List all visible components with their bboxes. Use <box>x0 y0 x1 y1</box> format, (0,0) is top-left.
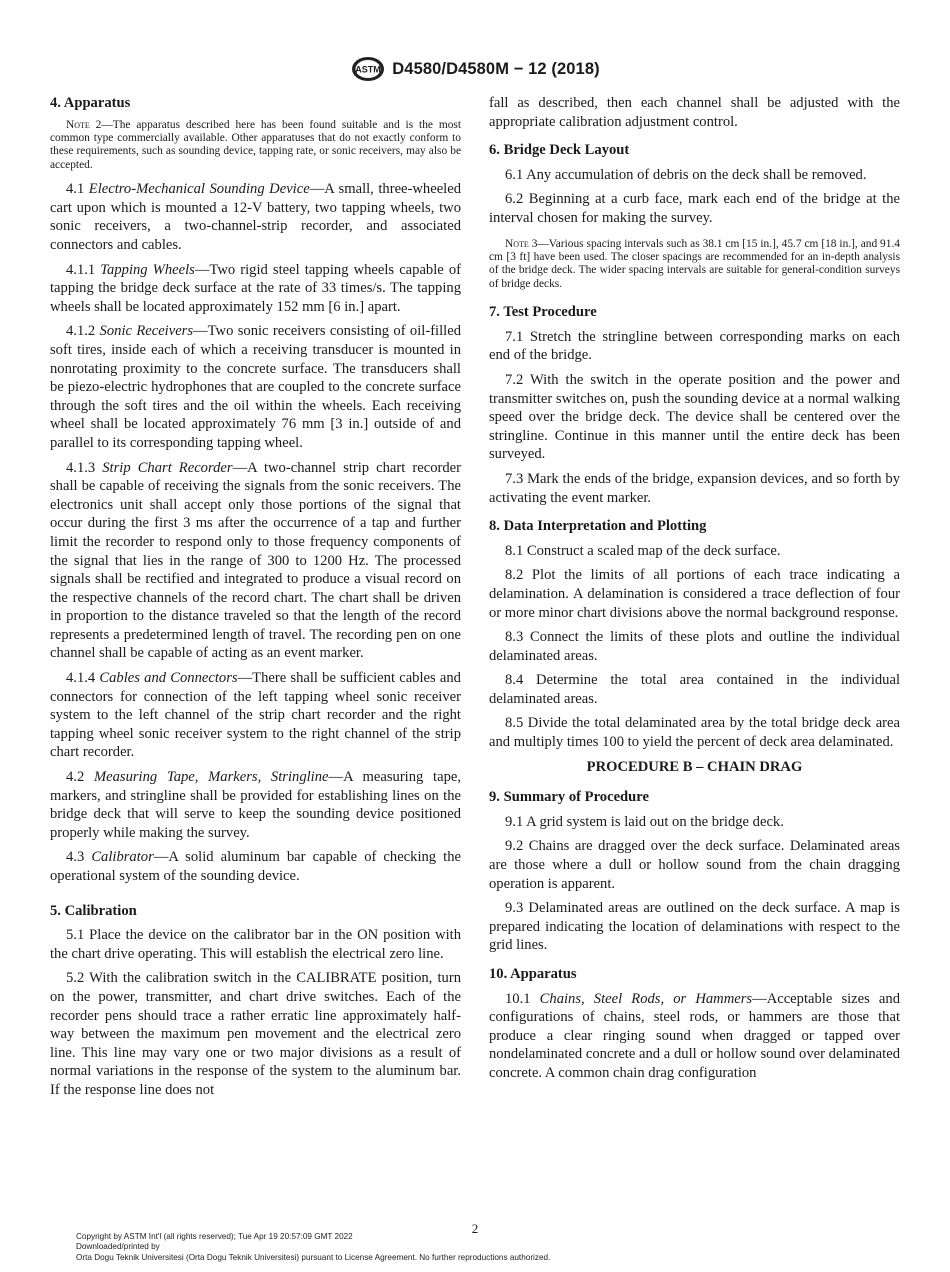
para-8-5: 8.5 Divide the total delaminated area by the total bridge deck area and multiply times 100 to yield the percent of deck area delaminated. <box>489 715 900 751</box>
para-6-2: 6.2 Beginning at a curb face, mark each end of the bridge at the interval chosen for making the survey. <box>489 191 900 226</box>
para-4-1-4: 4.1.4 Cables and Connectors—There shall be sufficient cables and connectors for connection of the left tapping wheel sonic receiver system to the left channel of the strip chart recorder and the right tapping wheel sonic receiver system to the right channel of the strip chart recorder. <box>50 670 461 761</box>
para-7-1: 7.1 Stretch the stringline between corresponding marks on each end of the bridge. <box>489 328 900 364</box>
para-4-2: 4.2 Measuring Tape, Markers, Stringline—A measuring tape, markers, and stringline shall be provided for establishing lines on the bridge deck that will serve to keep the sounding device positioned properly while making the survey. <box>50 769 461 841</box>
para-7-3: 7.3 Mark the ends of the bridge, expansion devices, and so forth by activating the event marker. <box>489 470 900 506</box>
para-8-3: 8.3 Connect the limits of these plots and outline the individual delaminated areas. <box>489 629 900 664</box>
para-10-1: 10.1 Chains, Steel Rods, or Hammers—Acceptable sizes and configurations of chains, steel rods, or hammers are those that produce a clear ringing sound when dragged or tapped over nondelaminated concrete and a dull or hollow sound over delaminated concrete. A common chain drag configuration <box>489 990 900 1081</box>
para-4-1-3: 4.1.3 Strip Chart Recorder—A two-channel strip chart recorder shall be capable of receiving the signals from the sonic receivers. The electronics unit shall accept only those portions of the signal that occur during the first 3 ms after the occurrence of a tap and further limit the recorder to respond only to those frequency components of the signal that lies in the range of 300 to 1200 Hz. The processed signals shall be rectified and integrated to produce a visual record on the respective channels of the record chart. The chart shall be driven in proportion to the distance traveled so that the length of the record represents a predetermined length of travel. The recording pen on one channel shall be capable of acting as an event marker. <box>50 459 461 662</box>
para-8-2: 8.2 Plot the limits of all portions of each trace indicating a delamination. A delamination is considered a trace deflection of four or more minor chart divisions above the normal background response. <box>489 567 900 621</box>
section-9-title: 9. Summary of Procedure <box>489 789 649 806</box>
footer-copyright: Copyright by ASTM Int'l (all rights reserved); Tue Apr 19 20:57:09 GMT 2022 <box>76 1232 353 1241</box>
note-2: Note 2—The apparatus described here has been found suitable and is the most common type commercially available. Other apparatuses that do not exactly conform to these requirements, such as sounding device, tapping rate, or sonic receivers, may also be accepted. <box>50 118 461 171</box>
para-6-1: 6.1 Any accumulation of debris on the deck shall be removed. <box>505 166 867 183</box>
section-8-title: 8. Data Interpretation and Plotting <box>489 518 707 535</box>
para-8-1: 8.1 Construct a scaled map of the deck surface. <box>505 542 781 559</box>
section-6-title: 6. Bridge Deck Layout <box>489 142 630 159</box>
procedure-b-title: PROCEDURE B – CHAIN DRAG <box>586 758 803 775</box>
footer-downloaded: Downloaded/printed by <box>76 1242 160 1252</box>
para-4-1-2: 4.1.2 Sonic Receivers—Two sonic receivers consisting of oil-filled soft tires, inside each of which a receiving transducer is mounted in nonrotating proximity to the concrete surface. The transducers shall be piezo-electric hydrophones that are coupled to the concrete surface through the soft tires and the oil within the wheels. Each receiving wheel shall be located approximately 76 mm [3 in.] outside of and parallel to its corresponding tapping wheel. <box>50 323 461 451</box>
section-5-title: 5. Calibration <box>50 902 137 919</box>
footer-license: Orta Dogu Teknik Universitesi (Orta Dogu Teknik Universitesi) pursuant to License Agreement. No further reproductions authorized. <box>76 1252 551 1262</box>
para-4-3: 4.3 Calibrator—A solid aluminum bar capable of checking the operational system of the sounding device. <box>50 849 461 884</box>
page-number: 2 <box>471 1221 479 1236</box>
para-5-2: 5.2 With the calibration switch in the CALIBRATE position, turn on the power, transmitter, and chart drive switches. Each of the recorder pens should trace a rather erratic line approximately half-way between the maximum pen movement and the electrical zero line. This line may vary one or two major divisions as a result of normal variations in the response of the system to the aluminum bar. If the response line does not <box>50 970 461 1098</box>
para-4-1-1: 4.1.1 Tapping Wheels—Two rigid steel tapping wheels capable of tapping the bridge deck surface at the rate of 33 times/s. The tapping wheels shall be located approximately 152 mm [6 in.] apart. <box>50 261 461 315</box>
astm-logo-icon <box>350 55 386 83</box>
footer <box>76 1232 550 1263</box>
section-7-title: 7. Test Procedure <box>489 304 597 321</box>
para-9-2: 9.2 Chains are dragged over the deck surface. Delaminated areas are those where a dull or hollow sound from the chain dragging operation is apparent. <box>489 838 900 892</box>
para-9-3: 9.3 Delaminated areas are outlined on the deck surface. A map is prepared indicating the location of delaminations with respect to the grid lines. <box>489 900 900 954</box>
para-7-2: 7.2 With the switch in the operate position and the power and transmitter switches on, push the sounding device at a normal walking speed over the bridge deck. The device shall be centered over the stringline. Continue in this manner until the entire deck has been surveyed. <box>489 371 900 463</box>
para-4-1: 4.1 Electro-Mechanical Sounding Device—A small, three-wheeled cart upon which is mounted a 12-V battery, two tapping wheels, two sonic receivers, a two-channel-strip recorder, and associated connectors and cables. <box>50 181 462 253</box>
page-header <box>0 55 950 83</box>
para-9-1: 9.1 A grid system is laid out on the bridge deck. <box>505 813 784 830</box>
section-4-title: 4. Apparatus <box>50 95 131 111</box>
section-10-title: 10. Apparatus <box>489 966 577 982</box>
para-5-2-continued: fall as described, then each channel shall be adjusted with the appropriate calibration adjustment control. <box>489 95 900 130</box>
right-column <box>489 94 900 1089</box>
left-column <box>50 94 461 1106</box>
para-8-4: 8.4 Determine the total area contained in the individual delaminated areas. <box>489 672 900 707</box>
svg-text:ASTM: ASTM <box>355 64 382 75</box>
note-3: Note 3—Various spacing intervals such as 38.1 cm [15 in.], 45.7 cm [18 in.], and 91.4 cm [3 ft] have been used. The closer spacings are recommended for an in-depth analysis of the bridge deck. The wider spacing intervals are suitable for general-condition surveys of bridge decks. <box>489 237 900 290</box>
para-5-1: 5.1 Place the device on the calibrator bar in the ON position with the chart drive operating. This will establish the electrical zero line. <box>50 927 461 962</box>
document-id: D4580/D4580M − 12 (2018) <box>392 59 600 78</box>
